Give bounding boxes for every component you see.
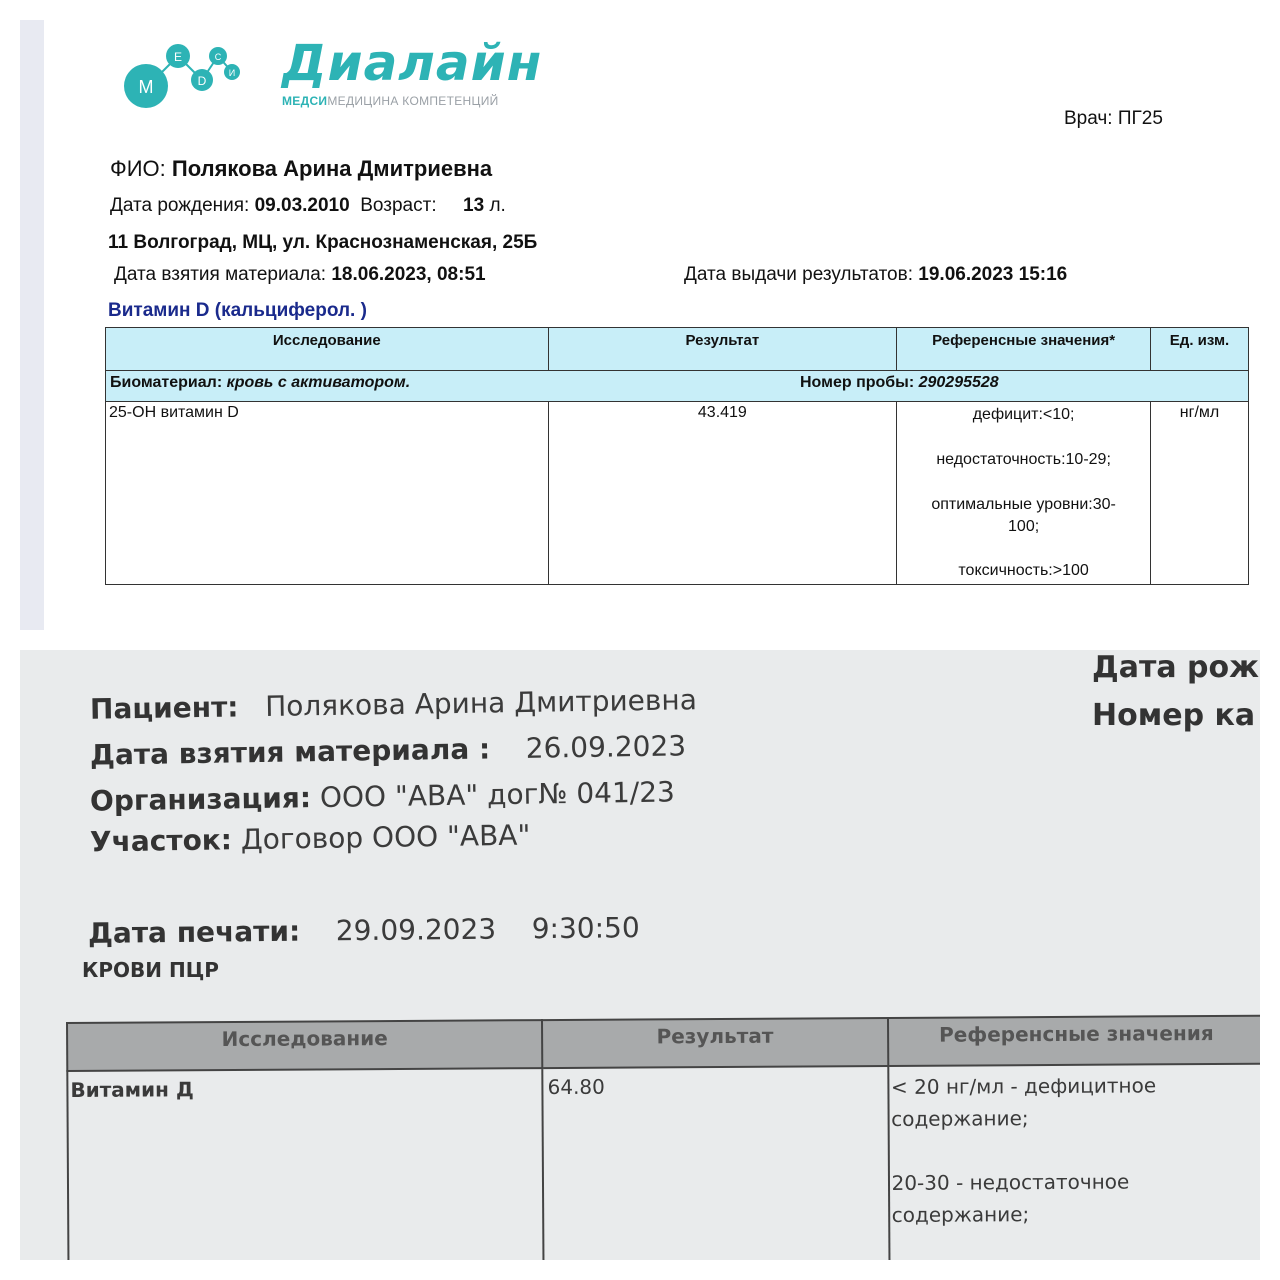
sample-number: Номер пробы: 290295528 bbox=[800, 374, 999, 391]
svg-text:E: E bbox=[173, 50, 183, 64]
page-margin-bar bbox=[20, 20, 44, 630]
sample-date-row: Дата взятия материала: 18.06.2023, 08:51 bbox=[114, 264, 486, 285]
svg-text:M: M bbox=[138, 77, 154, 97]
header-unit: Ед. изм. bbox=[1151, 328, 1249, 371]
scan-subtitle: КРОВИ ПЦР bbox=[82, 958, 219, 982]
header-result: Результат bbox=[548, 328, 897, 371]
patient-row: Пациент: Полякова Арина Дмитриевна bbox=[89, 683, 698, 726]
scan-test-name: Витамин Д bbox=[67, 1068, 543, 1260]
header-reference: Референсные значения* bbox=[897, 328, 1151, 371]
issue-date-row: Дата выдачи результатов: 19.06.2023 15:16 bbox=[684, 264, 1068, 285]
medsi-logo-icon bbox=[120, 34, 245, 114]
scan-table-header-row bbox=[67, 1016, 1260, 1071]
result-value: 43.419 bbox=[548, 402, 897, 585]
table-row bbox=[106, 402, 1249, 585]
test-name: 25-ОН витамин D bbox=[106, 402, 549, 585]
unit: нг/мл bbox=[1151, 402, 1249, 585]
scan-results-table bbox=[66, 1015, 1260, 1260]
scan-header-result: Результат bbox=[542, 1018, 888, 1068]
brand-subtitle: МЕДСИМЕДИЦИНА КОМПЕТЕНЦИЙ bbox=[282, 94, 499, 108]
dob-row: Дата рождения: 09.03.2010 Возраст: 13 л. bbox=[110, 195, 506, 216]
organization-row: Организация: ООО "АВА" дог№ 041/23 bbox=[89, 775, 676, 818]
site-row: Участок: Договор ООО "АВА" bbox=[89, 818, 531, 859]
brand-name: Диалайн bbox=[282, 34, 543, 92]
cut-number-label: Номер ка bbox=[1092, 698, 1256, 733]
svg-text:И: И bbox=[228, 68, 236, 78]
biomaterial-row bbox=[106, 371, 1249, 402]
lab-report-top bbox=[20, 20, 1260, 630]
doctor-code: Врач: ПГ25 bbox=[1064, 108, 1163, 129]
clinic-address: 11 Волгоград, МЦ, ул. Краснознаменская, 25Б bbox=[108, 232, 538, 253]
patient-name-row: ФИО: Полякова Арина Дмитриевна bbox=[110, 156, 493, 181]
cut-dob-label: Дата рож bbox=[1092, 650, 1259, 685]
scan-result-value: 64.80 bbox=[542, 1066, 889, 1260]
scan-sample-date-row: Дата взятия материала : 26.09.2023 bbox=[89, 729, 687, 772]
svg-text:C: C bbox=[214, 52, 222, 62]
table-header-row bbox=[106, 328, 1249, 371]
table-row bbox=[67, 1064, 1260, 1260]
results-table bbox=[105, 327, 1249, 585]
section-title: Витамин D (кальциферол. ) bbox=[108, 300, 367, 321]
svg-text:D: D bbox=[197, 74, 207, 88]
lab-report-scan bbox=[20, 650, 1260, 1260]
scan-header-test: Исследование bbox=[67, 1020, 542, 1071]
print-date-row: Дата печати: 29.09.2023 9:30:50 bbox=[87, 911, 640, 950]
scan-reference-values: < 20 нг/мл - дефицитное содержание; 20-30 - недостаточное содержание; bbox=[888, 1064, 1260, 1260]
scan-header-reference: Референсные значения bbox=[888, 1016, 1260, 1066]
biomaterial: Биоматериал: кровь с активатором. bbox=[110, 374, 411, 391]
header-test: Исследование bbox=[106, 328, 549, 371]
reference-values: дефицит:<10; недостаточность:10-29; оптимальные уровни:30-100; токсичность:>100 bbox=[897, 402, 1151, 585]
